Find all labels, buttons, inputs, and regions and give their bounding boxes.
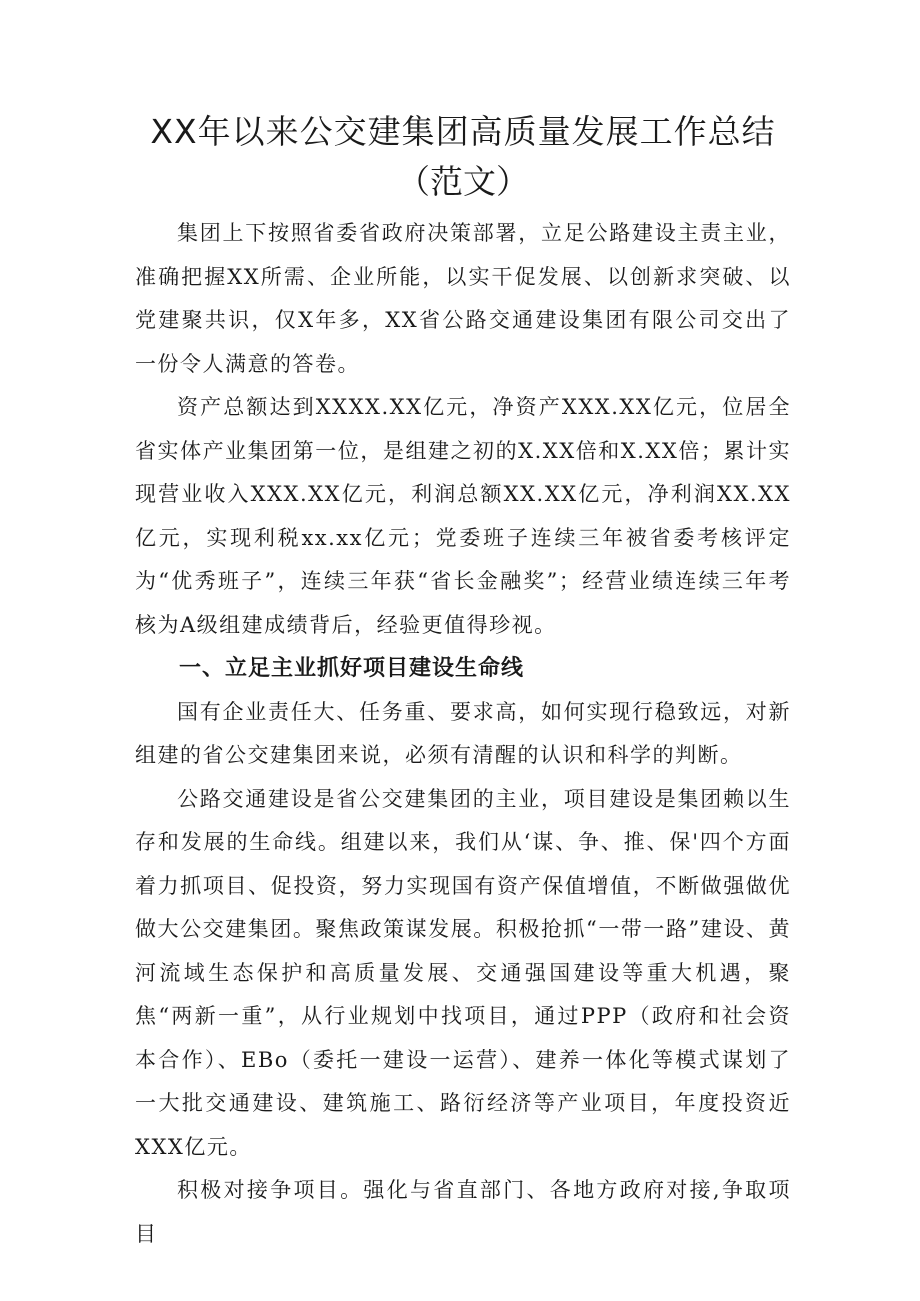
section-paragraph-1: 国有企业责任大、任务重、要求高，如何实现行稳致远，对新组建的省公交建集团来说，必须有清醒的认识和科学的判断。 <box>135 699 791 767</box>
section-paragraph-3: 积极对接争项目。强化与省直部门、各地方政府对接,争取项目 <box>135 1178 791 1246</box>
section-heading: 一、立足主业抓好项目建设生命线 <box>179 656 525 681</box>
intro-paragraph: 集团上下按照省委省政府决策部署，立足公路建设主责主业，准确把握XX所需、企业所能，以实干促发展、以创新求突破、以党建聚共识，仅X年多，XX省公路交通建设集团有限公司交出了一份令人满意的答卷。 <box>135 221 791 376</box>
document-page <box>135 108 791 1256</box>
document-title: XX年以来公交建集团高质量发展工作总结 <box>150 112 776 151</box>
achievements-paragraph: 资产总额达到XXXX.XX亿元，净资产XXX.XX亿元，位居全省实体产业集团第一位，是组建之初的X.XX倍和X.XX倍；累计实现营业收入XXX.XX亿元，利润总额XX.XX亿元，净利润XX.XX亿元，实现利税xx.xx亿元；党委班子连续三年被省委考核评定为“优秀班子”，连续三年获“省长金融奖”；经营业绩连续三年考核为A级组建成绩背后，经验更值得珍视。 <box>135 395 791 637</box>
document-subtitle: （范文） <box>397 162 529 201</box>
section-paragraph-2: 公路交通建设是省公交建集团的主业，项目建设是集团赖以生存和发展的生命线。组建以来，我们从‘谋、争、推、保'四个方面着力抓项目、促投资，努力实现国有资产保值增值，不断做强做优做大公交建集团。聚焦政策谋发展。积极抢抓“一带一路”建设、黄河流域生态保护和高质量发展、交通强国建设等重大机遇，聚焦“两新一重”，从行业规划中找项目，通过PPP（政府和社会资本合作）、EBo（委托一建设一运营）、建养一体化等模式谋划了一大批交通建设、建筑施工、路衍经济等产业项目，年度投资近XXX亿元。 <box>135 786 791 1159</box>
